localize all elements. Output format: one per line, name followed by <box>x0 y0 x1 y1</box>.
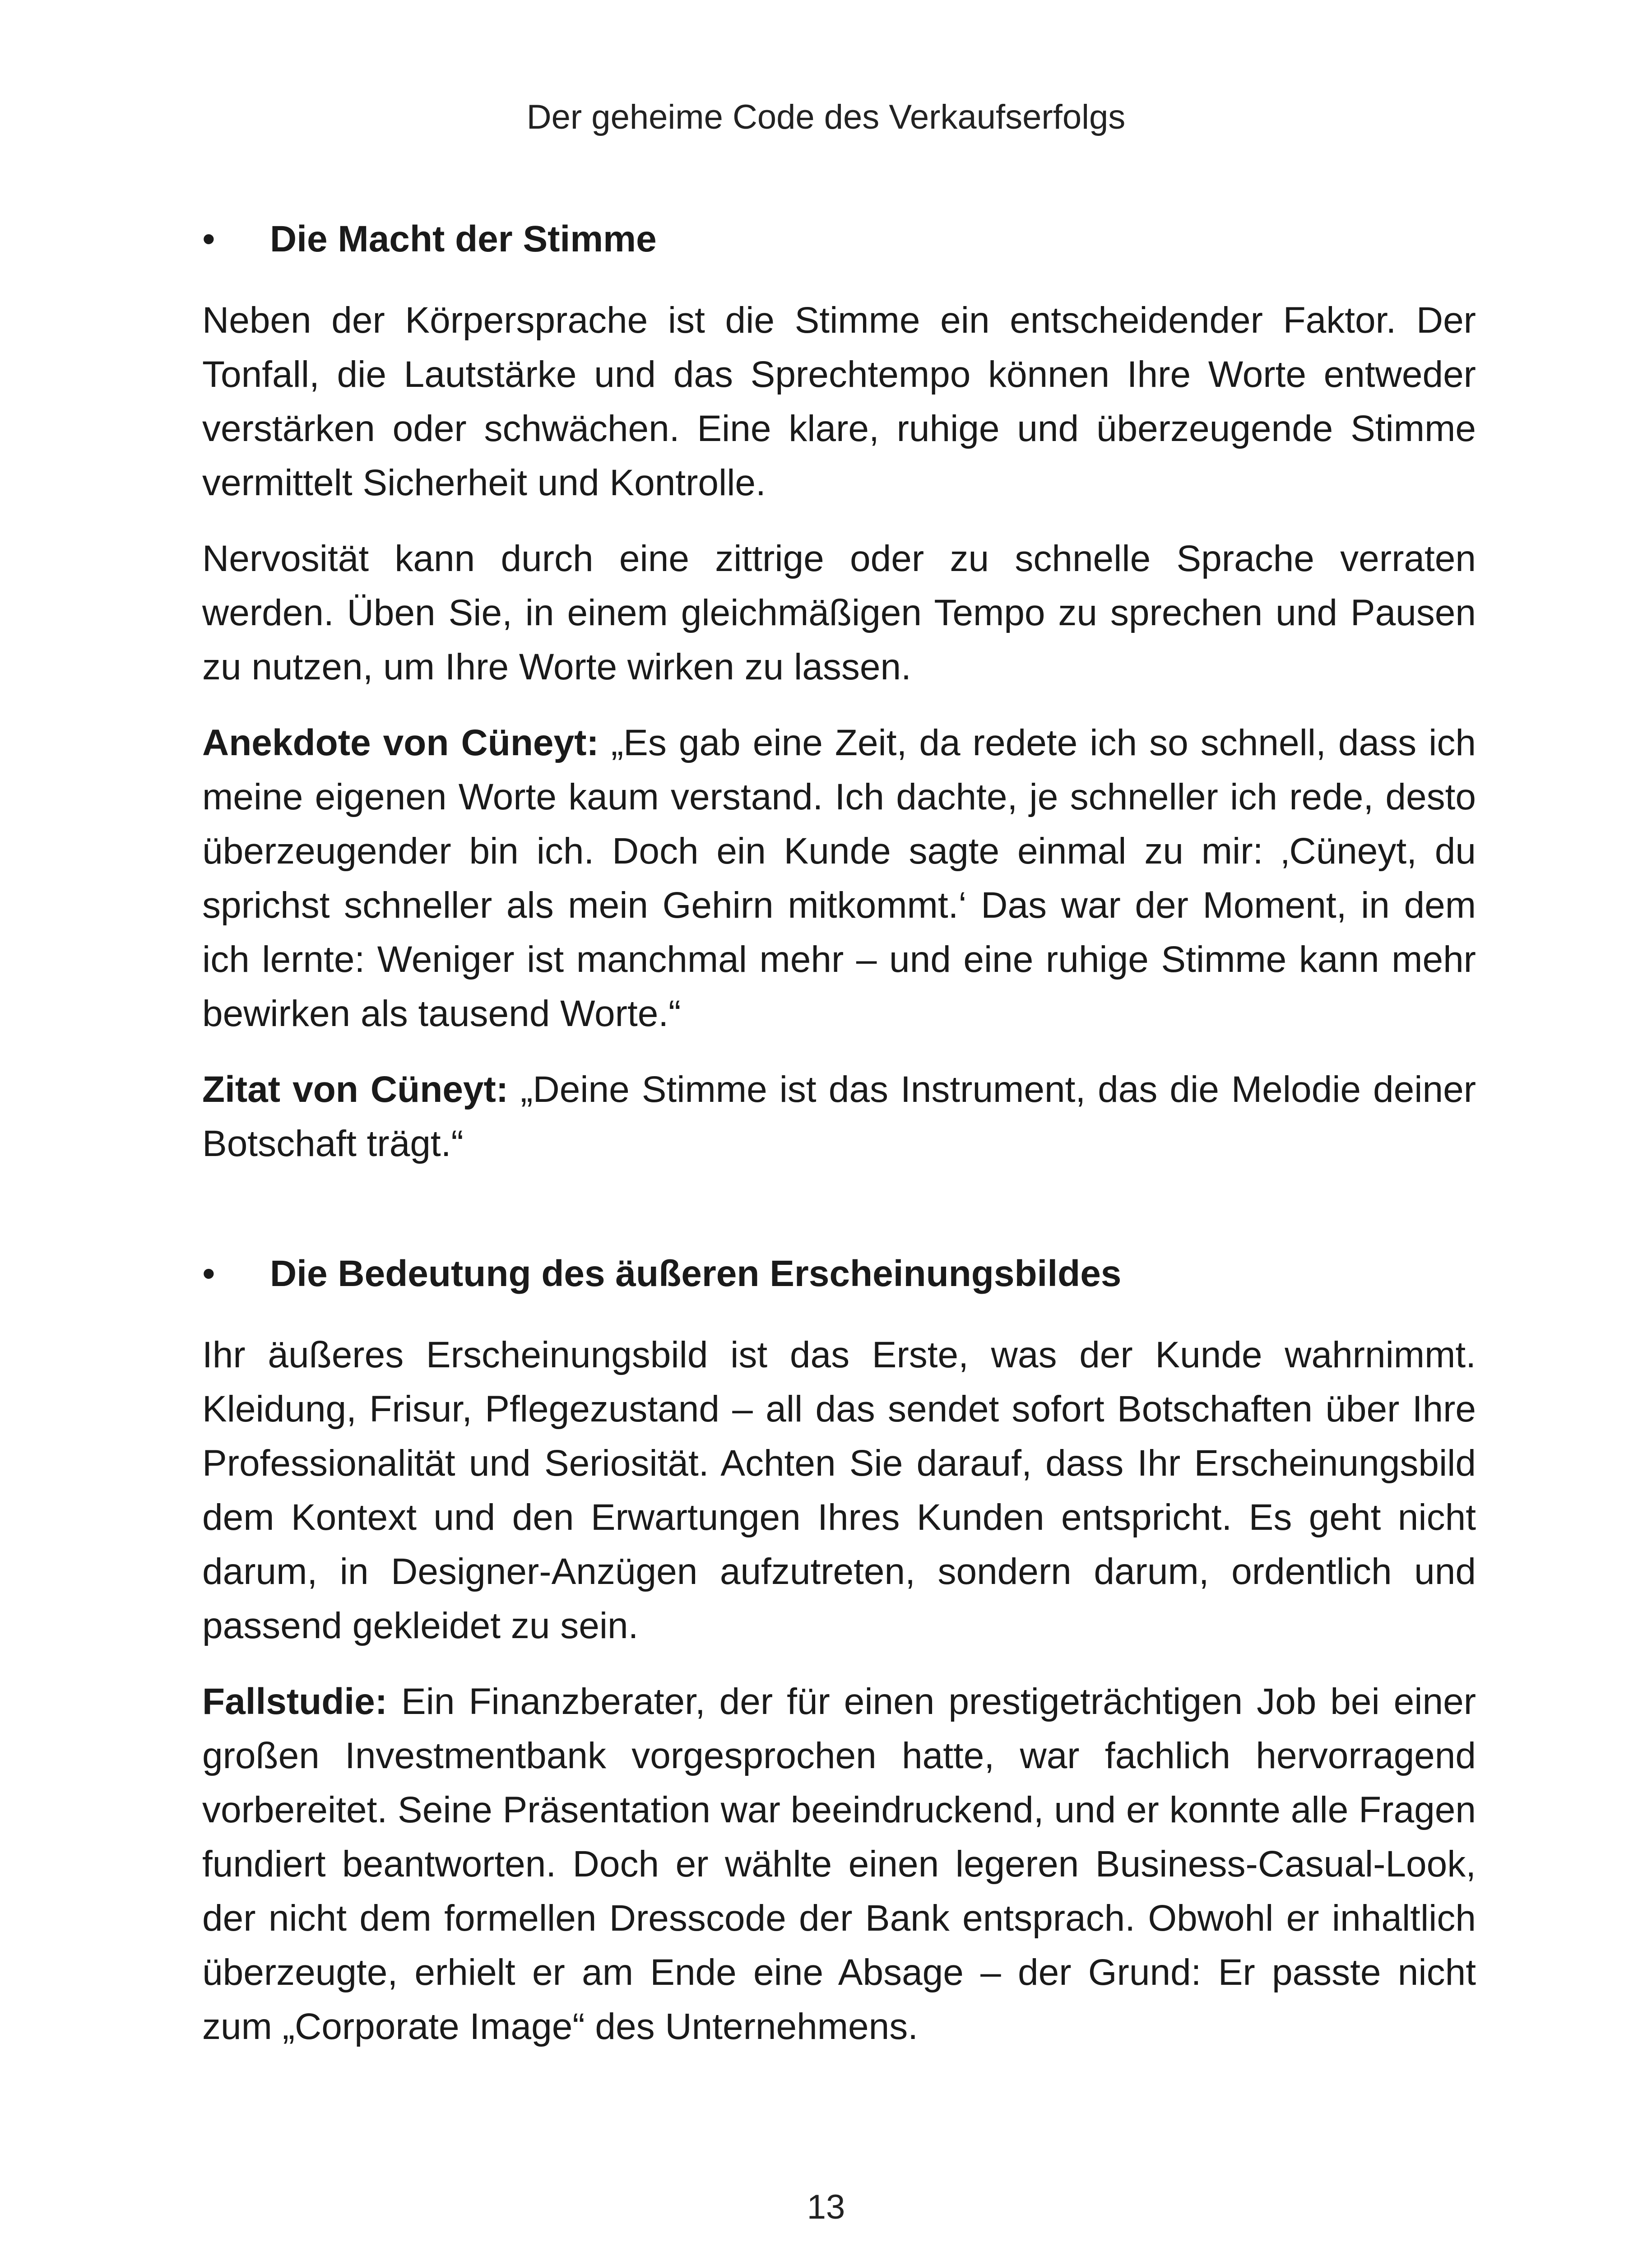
anecdote-text: „Es gab eine Zeit, da redete ich so schnell, dass ich meine eigenen Worte kaum verstand. Ich dachte, je schneller ich rede, desto überzeugender bin ich. Doch ein Kunde sagte einmal zu mir: ‚Cüneyt, du sprichst schneller als mein Gehirn mitkommt.‘ Das war der Moment, in dem ich lernte: Weniger ist manchmal mehr – und eine ruhige Stimme kann mehr bewirken als tausend Worte.“ <box>202 722 1476 1034</box>
case-study-label: Fallstudie: <box>202 1681 388 1722</box>
quote-paragraph <box>202 1063 1476 1171</box>
bullet-icon: • <box>202 1253 215 1294</box>
case-study-text: Ein Finanzberater, der für einen prestigeträchtigen Job bei einer großen Investmentbank vorgesprochen hatte, war fachlich hervorragend vorbereitet. Seine Präsentation war beeindruckend, und er konnte alle Fragen fundiert beantworten. Doch er wählte einen legeren Business-Casual-Look, der nicht dem formellen Dresscode der Bank entsprach. Obwohl er inhaltlich überzeugte, erhielt er am Ende eine Absage – der Grund: Er passte nicht zum „Corporate Image“ des Unternehmens. <box>202 1681 1476 2047</box>
section-heading-appearance <box>202 1247 1476 1301</box>
section-heading-voice <box>202 212 1476 266</box>
paragraph-text: Ihr äußeres Erscheinungsbild ist das Erste, was der Kunde wahrnimmt. Kleidung, Frisur, Pflegezustand – all das sendet sofort Botschaften über Ihre Professionalität und Seriosität. Achten Sie darauf, dass Ihr Erscheinungsbild dem Kontext und den Erwartungen Ihres Kunden entspricht. Es geht nicht darum, in Designer-Anzügen aufzutreten, sondern darum, ordentlich und passend gekleidet zu sein. <box>202 1334 1476 1646</box>
case-study-paragraph <box>202 1675 1476 2054</box>
quote-text: „Deine Stimme ist das Instrument, das die Melodie deiner Botschaft trägt.“ <box>202 1069 1476 1164</box>
paragraph <box>202 1328 1476 1653</box>
paragraph <box>202 293 1476 510</box>
page-number: 13 <box>807 2188 845 2226</box>
section-heading-text: Die Bedeutung des äußeren Erscheinungsbildes <box>270 1253 1122 1294</box>
anecdote-paragraph <box>202 716 1476 1041</box>
paragraph-text: Neben der Körpersprache ist die Stimme ein entscheidender Faktor. Der Tonfall, die Lautstärke und das Sprechtempo können Ihre Worte entweder verstärken oder schwächen. Eine klare, ruhige und überzeugende Stimme vermittelt Sicherheit und Kontrolle. <box>202 300 1476 503</box>
paragraph-text: Nervosität kann durch eine zittrige oder zu schnelle Sprache verraten werden. Üben Sie, in einem gleichmäßigen Tempo zu sprechen und Pausen zu nutzen, um Ihre Worte wirken zu lassen. <box>202 538 1476 687</box>
quote-label: Zitat von Cüneyt: <box>202 1069 509 1110</box>
page-body <box>202 212 1476 2054</box>
anecdote-label: Anekdote von Cüneyt: <box>202 722 599 763</box>
paragraph <box>202 532 1476 694</box>
bullet-icon: • <box>202 218 215 260</box>
running-header: Der geheime Code des Verkaufserfolgs <box>526 98 1126 136</box>
section-heading-text: Die Macht der Stimme <box>270 218 657 260</box>
